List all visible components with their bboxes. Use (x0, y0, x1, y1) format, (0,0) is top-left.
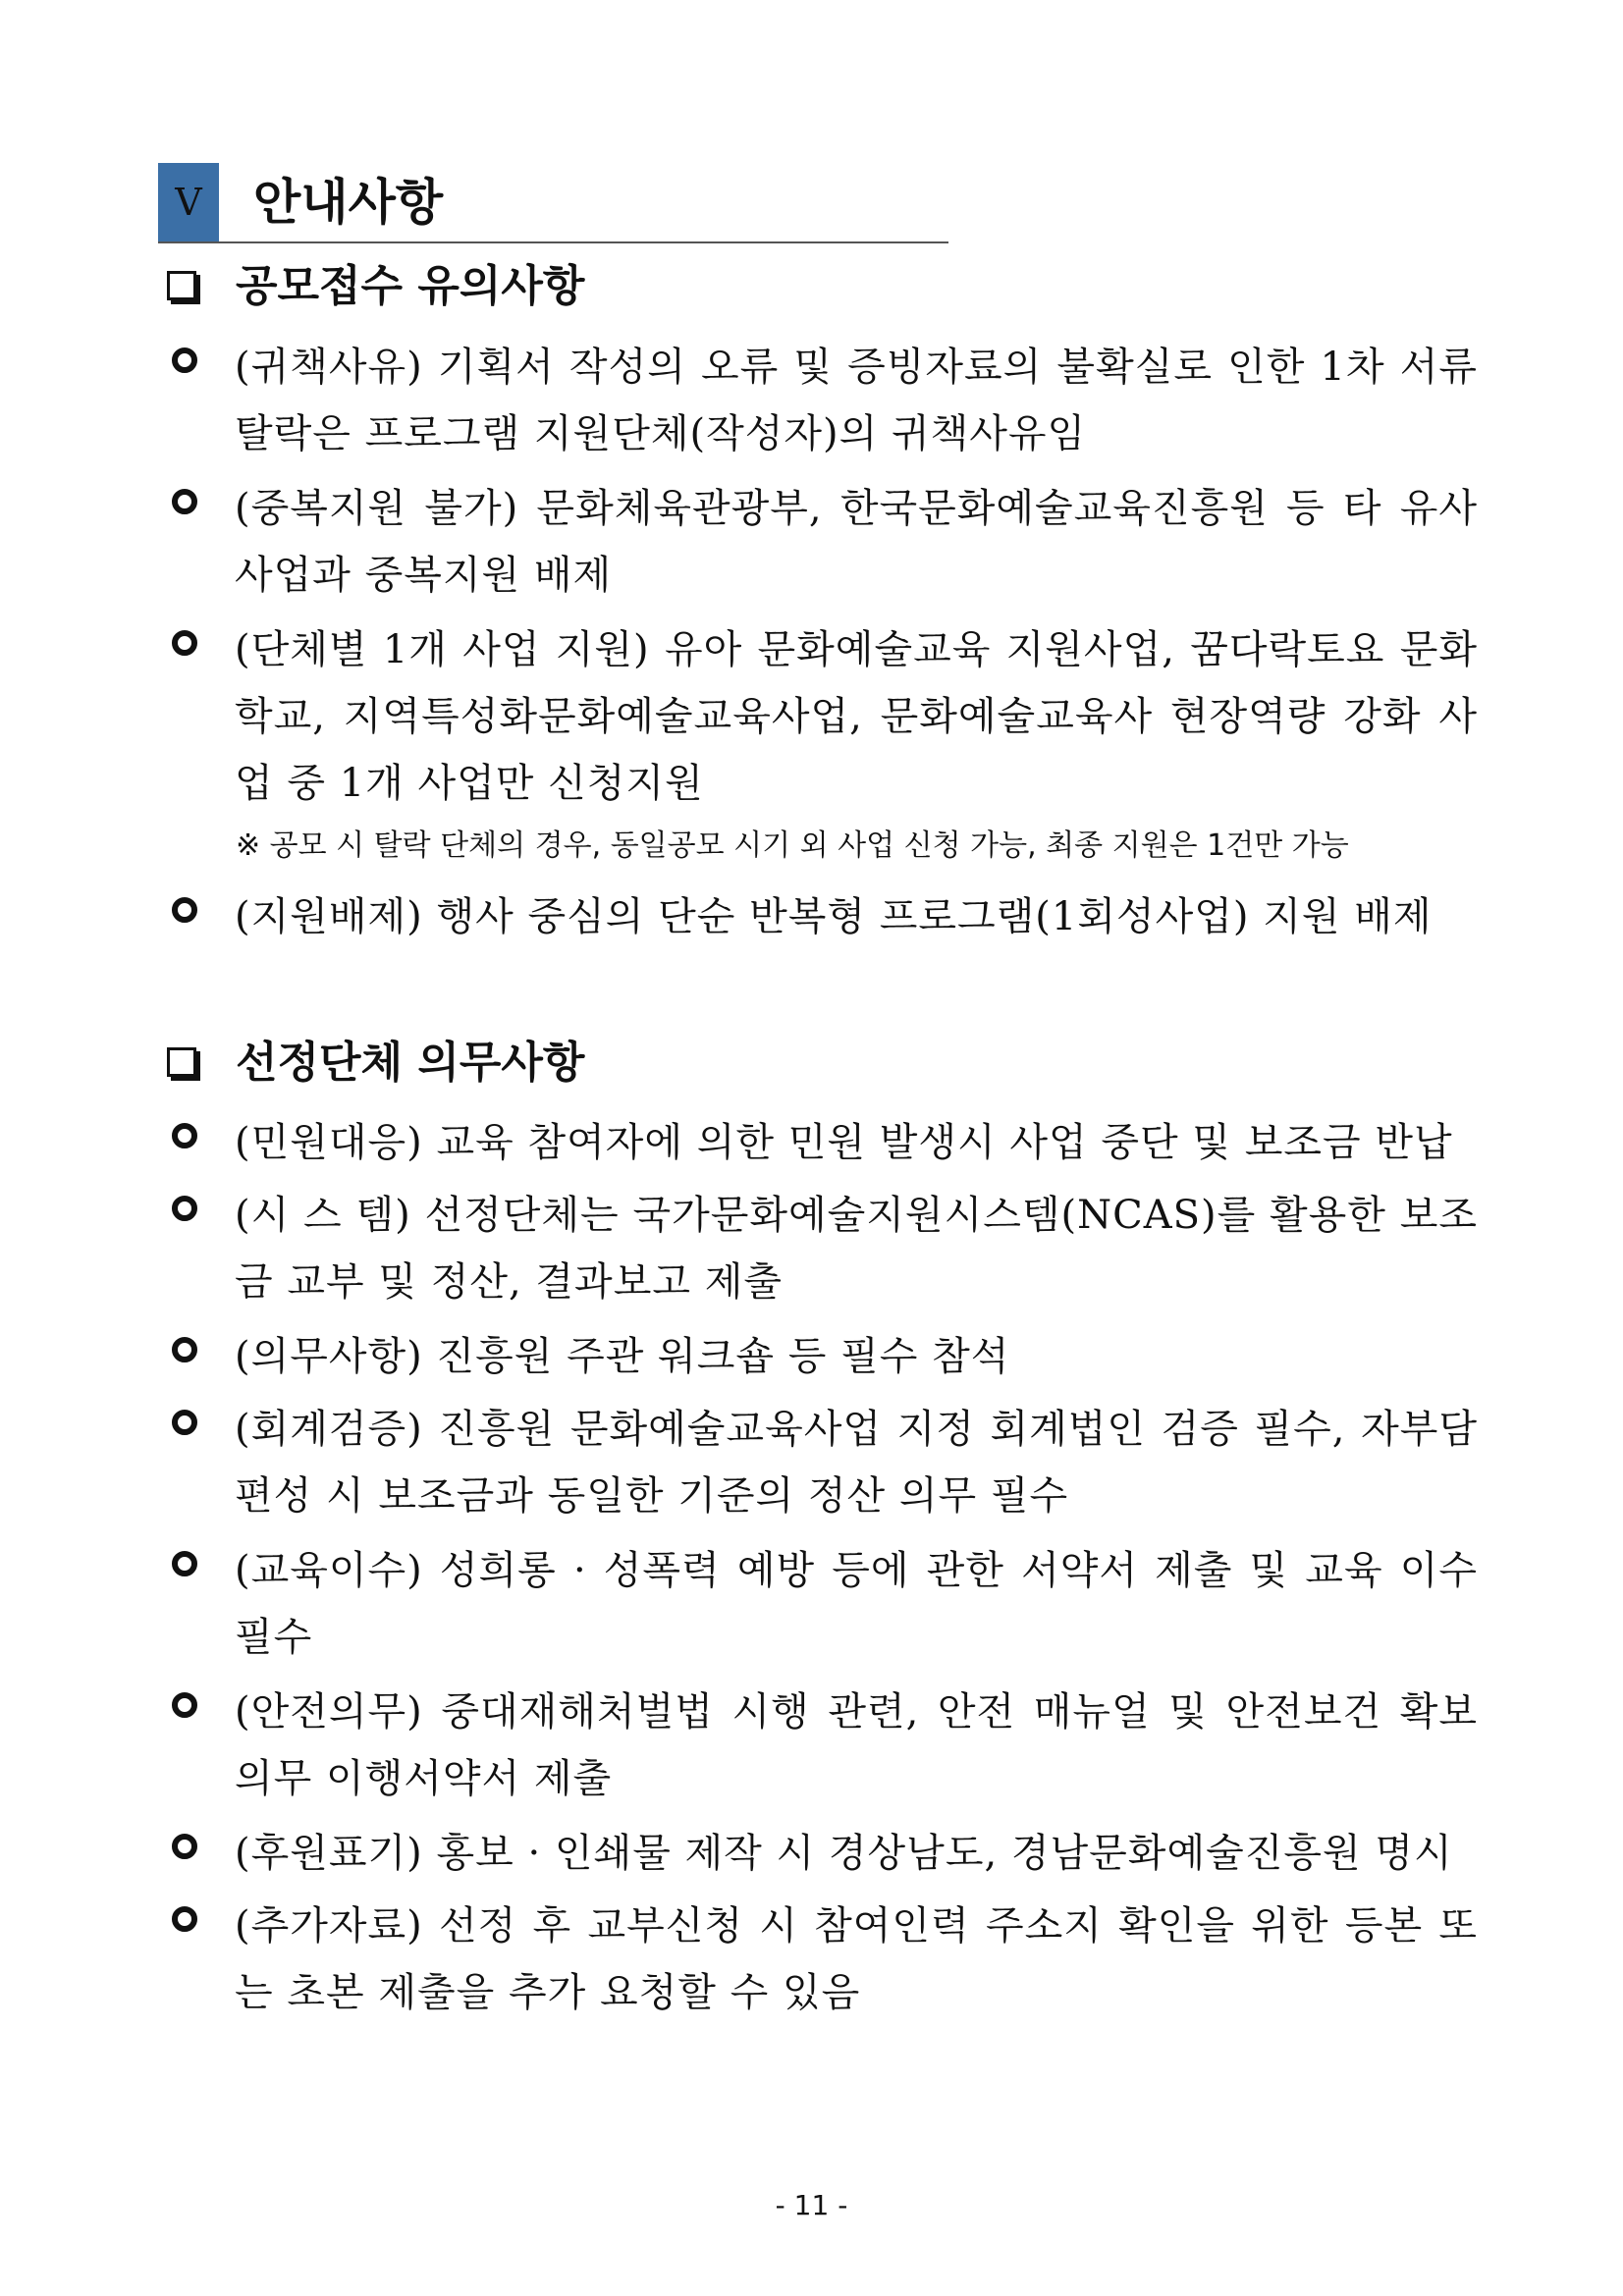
circle-bullet-icon (172, 347, 197, 373)
circle-bullet-icon (172, 1123, 197, 1148)
list-item (172, 1323, 1478, 1390)
list-item-text: (시 스 템) 선정단체는 국가문화예술지원시스템(NCAS)를 활용한 보조금 교부 및 정산, 결과보고 제출 (235, 1193, 1478, 1305)
list-item (172, 883, 1478, 950)
list-item (172, 616, 1478, 817)
section-header-title: 안내사항 (253, 174, 444, 231)
list-item (172, 334, 1478, 467)
circle-bullet-icon (172, 897, 197, 923)
circle-bullet-icon (172, 630, 197, 656)
circle-bullet-icon (172, 1834, 197, 1859)
list-item (172, 1820, 1478, 1887)
circle-bullet-icon (172, 1337, 197, 1362)
section-numeral-box: V (158, 163, 219, 241)
circle-bullet-icon (172, 1410, 197, 1435)
list-item-text: (교육이수) 성희롱 · 성폭력 예방 등에 관한 서약서 제출 및 교육 이수 필수 (235, 1548, 1478, 1660)
list-item (172, 1537, 1478, 1671)
square-bullet-icon (167, 271, 196, 300)
list-item-text: (귀책사유) 기획서 작성의 오류 및 증빙자료의 불확실로 인한 1차 서류 탈락은 프로그램 지원단체(작성자)의 귀책사유임 (235, 345, 1478, 456)
list-item-text: (지원배제) 행사 중심의 단순 반복형 프로그램(1회성사업) 지원 배제 (235, 894, 1433, 939)
note-text: ※ 공모 시 탈락 단체의 경우, 동일공모 시기 외 사업 신청 가능, 최종 지원은 1건만 가능 (236, 828, 1349, 863)
square-bullet-icon (167, 1047, 196, 1077)
circle-bullet-icon (172, 489, 197, 514)
list-item-text: (단체별 1개 사업 지원) 유아 문화예술교육 지원사업, 꿈다락토요 문화학교, 지역특성화문화예술교육사업, 문화예술교육사 현장역량 강화 사업 중 1개 사업만 신청지원 (235, 627, 1478, 806)
circle-bullet-icon (172, 1551, 197, 1576)
circle-bullet-icon (172, 1692, 197, 1718)
list-item (172, 475, 1478, 609)
list-item-text: (민원대응) 교육 참여자에 의한 민원 발생시 사업 중단 및 보조금 반납 (235, 1120, 1453, 1165)
list-item-text: (추가자료) 선정 후 교부신청 시 참여인력 주소지 확인을 위한 등본 또는 초본 제출을 추가 요청할 수 있음 (235, 1903, 1478, 2015)
subsection-title: 선정단체 의무사항 (236, 1038, 585, 1088)
list-item-text: (중복지원 불가) 문화체육관광부, 한국문화예술교육진흥원 등 타 유사사업과 중복지원 배제 (235, 486, 1478, 598)
list-item-text: (안전의무) 중대재해처벌법 시행 관련, 안전 매뉴얼 및 안전보건 확보 의무 이행서약서 제출 (235, 1689, 1478, 1801)
circle-bullet-icon (172, 1196, 197, 1221)
list-item (172, 1893, 1478, 2026)
section-header (158, 163, 948, 243)
list-item (172, 1396, 1478, 1529)
list-item-text: (회계검증) 진흥원 문화예술교육사업 지정 회계법인 검증 필수, 자부담 편성 시 보조금과 동일한 기준의 정산 의무 필수 (235, 1407, 1478, 1519)
list-item-text: (후원표기) 홍보 · 인쇄물 제작 시 경상남도, 경남문화예술진흥원 명시 (235, 1831, 1453, 1876)
list-item (172, 1109, 1478, 1176)
subsection-title: 공모접수 유의사항 (236, 261, 585, 311)
page-number: - 11 - (775, 2189, 848, 2221)
list-item-text: (의무사항) 진흥원 주관 워크숍 등 필수 참석 (235, 1334, 1010, 1379)
circle-bullet-icon (172, 1906, 197, 1932)
list-item (172, 1182, 1478, 1315)
list-item (172, 1679, 1478, 1812)
